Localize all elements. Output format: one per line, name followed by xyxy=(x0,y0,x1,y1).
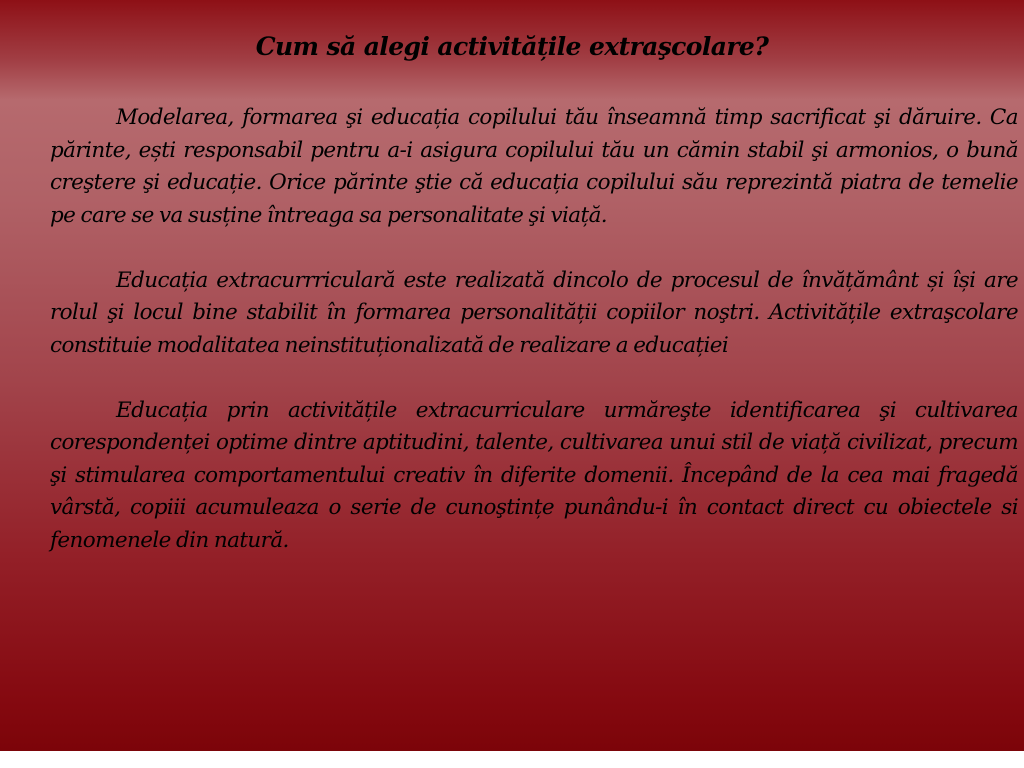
paragraph-extracurricular-definition: Educația extracurrriculară este realizată dincolo de procesul de învățământ și își are rolul şi locul bine stabilit în formarea personalității copiilor noştri. Activitățile extraşcolare constituie modalitatea neinstituționalizată de realizare a educației xyxy=(50,267,1018,358)
paragraph-extracurricular-goals: Educația prin activitățile extracurriculare urmăreşte identificarea şi cultivarea corespondenței optime dintre aptitudini, talente, cultivarea unui stil de viață civilizat, precum şi stimularea comportamentului creativ în diferite domenii. Începând de la cea mai fragedă vârstă, copiii acumuleaza o serie de cunoştințe punându-i în contact direct cu obiectele si fenomenele din natură. xyxy=(50,397,1018,553)
paragraph-upbringing: Modelarea, formarea şi educația copilului tău înseamnă timp sacrificat şi dăruire. Ca părinte, ești responsabil pentru a-i asigura copilului tău un cămin stabil şi armonios, o bună creştere şi educație. Orice părinte ştie că educația copilului său reprezintă piatra de temelie pe care se va susține întreaga sa personalitate şi viață. xyxy=(50,105,1018,228)
slide-title: Cum să alegi activitățile extraşcolare? xyxy=(255,32,769,61)
slide-body xyxy=(50,102,1018,557)
